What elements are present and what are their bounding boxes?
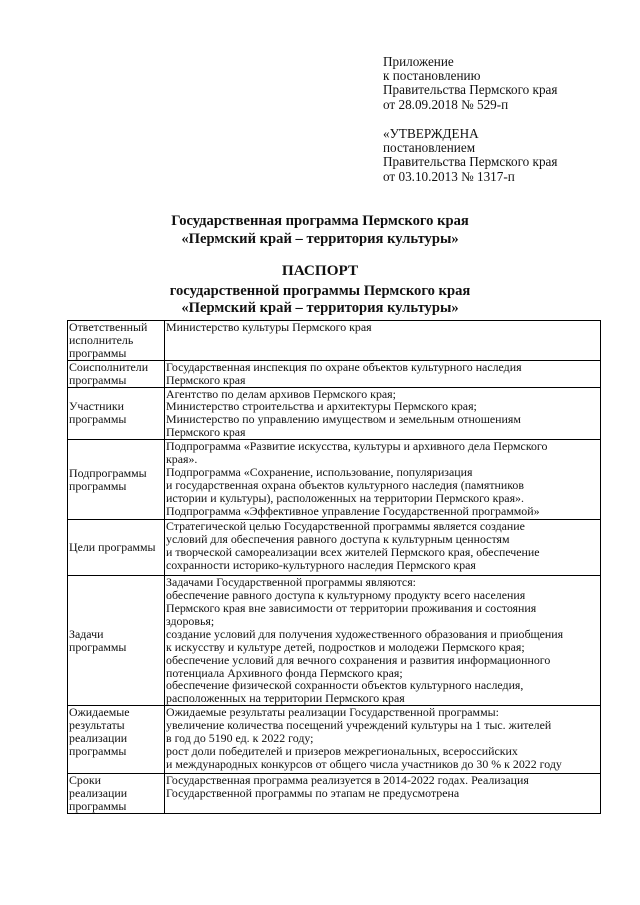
row-label: [68, 321, 165, 361]
row-content-line: Министерство по управлению имуществом и земельным отношениям: [166, 412, 521, 427]
row-content-line: истории и культуры), расположенных на территории Пермского края».: [166, 490, 524, 505]
approved-line: постановлением: [383, 140, 476, 156]
row-content-line: Подпрограмма «Развитие искусства, культуры и архивного дела Пермского: [166, 439, 548, 454]
row-content-line: обеспечение равного доступа к культурному продукту всего населения: [166, 588, 526, 603]
row-label-line: программы: [69, 478, 127, 493]
row-label: [68, 706, 165, 774]
row-label-line: Подпрограммы: [69, 465, 147, 480]
row-label-line: программы: [69, 412, 127, 427]
row-label: [68, 774, 165, 814]
row-content-line: сохранности историко-культурного наследия Пермского края: [166, 557, 476, 572]
row-label-line: программы: [69, 372, 127, 387]
passport-subtitle-line: государственной программы Пермского края: [169, 283, 471, 299]
passport-row: [68, 440, 601, 520]
row-content-line: к искусству и культуре детей, подростков и молодежи Пермского края;: [166, 639, 525, 654]
passport-row: [68, 774, 601, 814]
row-content-line: Подпрограмма «Эффективное управление Государственной программой»: [166, 503, 540, 518]
row-content-line: увеличение количества посещений учреждений культуры на 1 тыс. жителей: [166, 718, 552, 733]
row-content-line: Пермского края вне зависимости от территории проживания и состояния: [166, 600, 537, 615]
row-content-line: условий для обеспечения равного доступа к культурным ценностям: [166, 532, 510, 547]
row-label-line: Сроки: [69, 773, 101, 788]
row-label-line: программы: [69, 743, 127, 758]
row-label: [68, 360, 165, 387]
row-label-line: программы: [69, 345, 127, 360]
row-content: [165, 520, 601, 576]
row-label-line: программы: [69, 799, 127, 814]
row-content: [165, 576, 601, 706]
row-content-line: Государственная инспекция по охране объектов культурного наследия: [166, 359, 522, 374]
passport-row: [68, 520, 601, 576]
row-label-line: результаты: [69, 718, 125, 733]
program-title-line: «Пермский край – территория культуры»: [181, 231, 459, 247]
appendix-line: от 28.09.2018 № 529-п: [383, 96, 509, 112]
passport-row: [68, 321, 601, 361]
row-content-line: Стратегической целью Государственной программы является создание: [166, 519, 525, 534]
row-content-line: Ожидаемые результаты реализации Государственной программы:: [166, 705, 499, 720]
passport-heading-block: [0, 262, 640, 317]
row-content-line: расположенных на территории Пермского края: [166, 691, 405, 706]
row-label-line: Ожидаемые: [69, 705, 130, 720]
row-content-line: в год до 5190 ед. к 2022 году;: [166, 731, 314, 746]
row-content-line: Государственной программы по этапам не предусмотрена: [166, 786, 460, 801]
row-content-line: и творческой самореализации всех жителей Пермского края, обеспечение: [166, 544, 540, 559]
row-content-line: потенциала Архивного фонда Пермского края;: [166, 665, 403, 680]
row-label-line: реализации: [69, 786, 128, 801]
row-content-line: Министерство строительства и архитектуры Пермского края;: [166, 399, 477, 414]
approved-line: «УТВЕРЖДЕНА: [383, 126, 479, 141]
row-content: [165, 360, 601, 387]
row-content-line: создание условий для получения художественного образования и приобщения: [166, 626, 564, 641]
row-content-line: Министерство культуры Пермского края: [166, 320, 372, 334]
row-content: [165, 321, 601, 361]
row-content-line: Подпрограмма «Сохранение, использование, популяризация: [166, 464, 473, 479]
row-label-line: Ответственный: [69, 320, 148, 334]
passport-subtitle-line: «Пермский край – территория культуры»: [181, 300, 459, 316]
row-content-line: обеспечение условий для вечного сохранения и развития информационного: [166, 652, 551, 667]
row-content-line: и международных конкурсов от общего числа участников до 30 % к 2022 году: [166, 756, 562, 771]
row-content-line: Агентство по делам архивов Пермского края;: [166, 386, 396, 401]
approved-line: от 03.10.2013 № 1317-п: [383, 168, 515, 184]
row-content-line: Государственная программа реализуется в 2014-2022 годах. Реализация: [166, 773, 529, 788]
row-content-line: рост доли победителей и призеров межрегиональных, всероссийских: [166, 743, 518, 758]
row-content: [165, 706, 601, 774]
row-content-line: обеспечение физической сохранности объектов культурного наследия,: [166, 678, 524, 693]
passport-table: [67, 320, 601, 814]
row-label-line: Участники: [69, 399, 125, 414]
passport-row: [68, 360, 601, 387]
approved-line: Правительства Пермского края: [383, 154, 558, 170]
row-content: [165, 387, 601, 440]
row-content-line: Пермского края: [166, 425, 246, 440]
row-content-line: края».: [166, 452, 198, 467]
row-label-line: программы: [69, 639, 127, 654]
row-label-line: Соисполнители: [69, 359, 149, 374]
row-label-line: Цели программы: [69, 540, 156, 555]
row-content-line: Задачами Государственной программы являются:: [166, 575, 416, 590]
row-content-line: Пермского края: [166, 372, 246, 387]
row-content: [165, 440, 601, 520]
program-title-line: Государственная программа Пермского края: [171, 213, 469, 229]
passport-row: [68, 387, 601, 440]
passport-row: [68, 706, 601, 774]
row-label: [68, 520, 165, 576]
passport-row: [68, 576, 601, 706]
appendix-note: [383, 55, 557, 112]
passport-table-body: [68, 321, 601, 814]
appendix-line: к постановлению: [383, 68, 481, 84]
row-label-line: Задачи: [69, 626, 104, 641]
appendix-line: Правительства Пермского края: [383, 82, 558, 98]
passport-heading: ПАСПОРТ: [281, 262, 359, 279]
row-content-line: здоровья;: [166, 613, 215, 628]
program-title: [0, 212, 640, 248]
row-content-line: и государственная охрана объектов культурного наследия (памятников: [166, 477, 524, 492]
row-content: [165, 774, 601, 814]
approved-note: [383, 127, 557, 184]
appendix-line: Приложение: [383, 54, 454, 69]
row-label-line: исполнитель: [69, 332, 134, 347]
row-label-line: реализации: [69, 731, 128, 746]
row-label: [68, 387, 165, 440]
row-label: [68, 576, 165, 706]
row-label: [68, 440, 165, 520]
